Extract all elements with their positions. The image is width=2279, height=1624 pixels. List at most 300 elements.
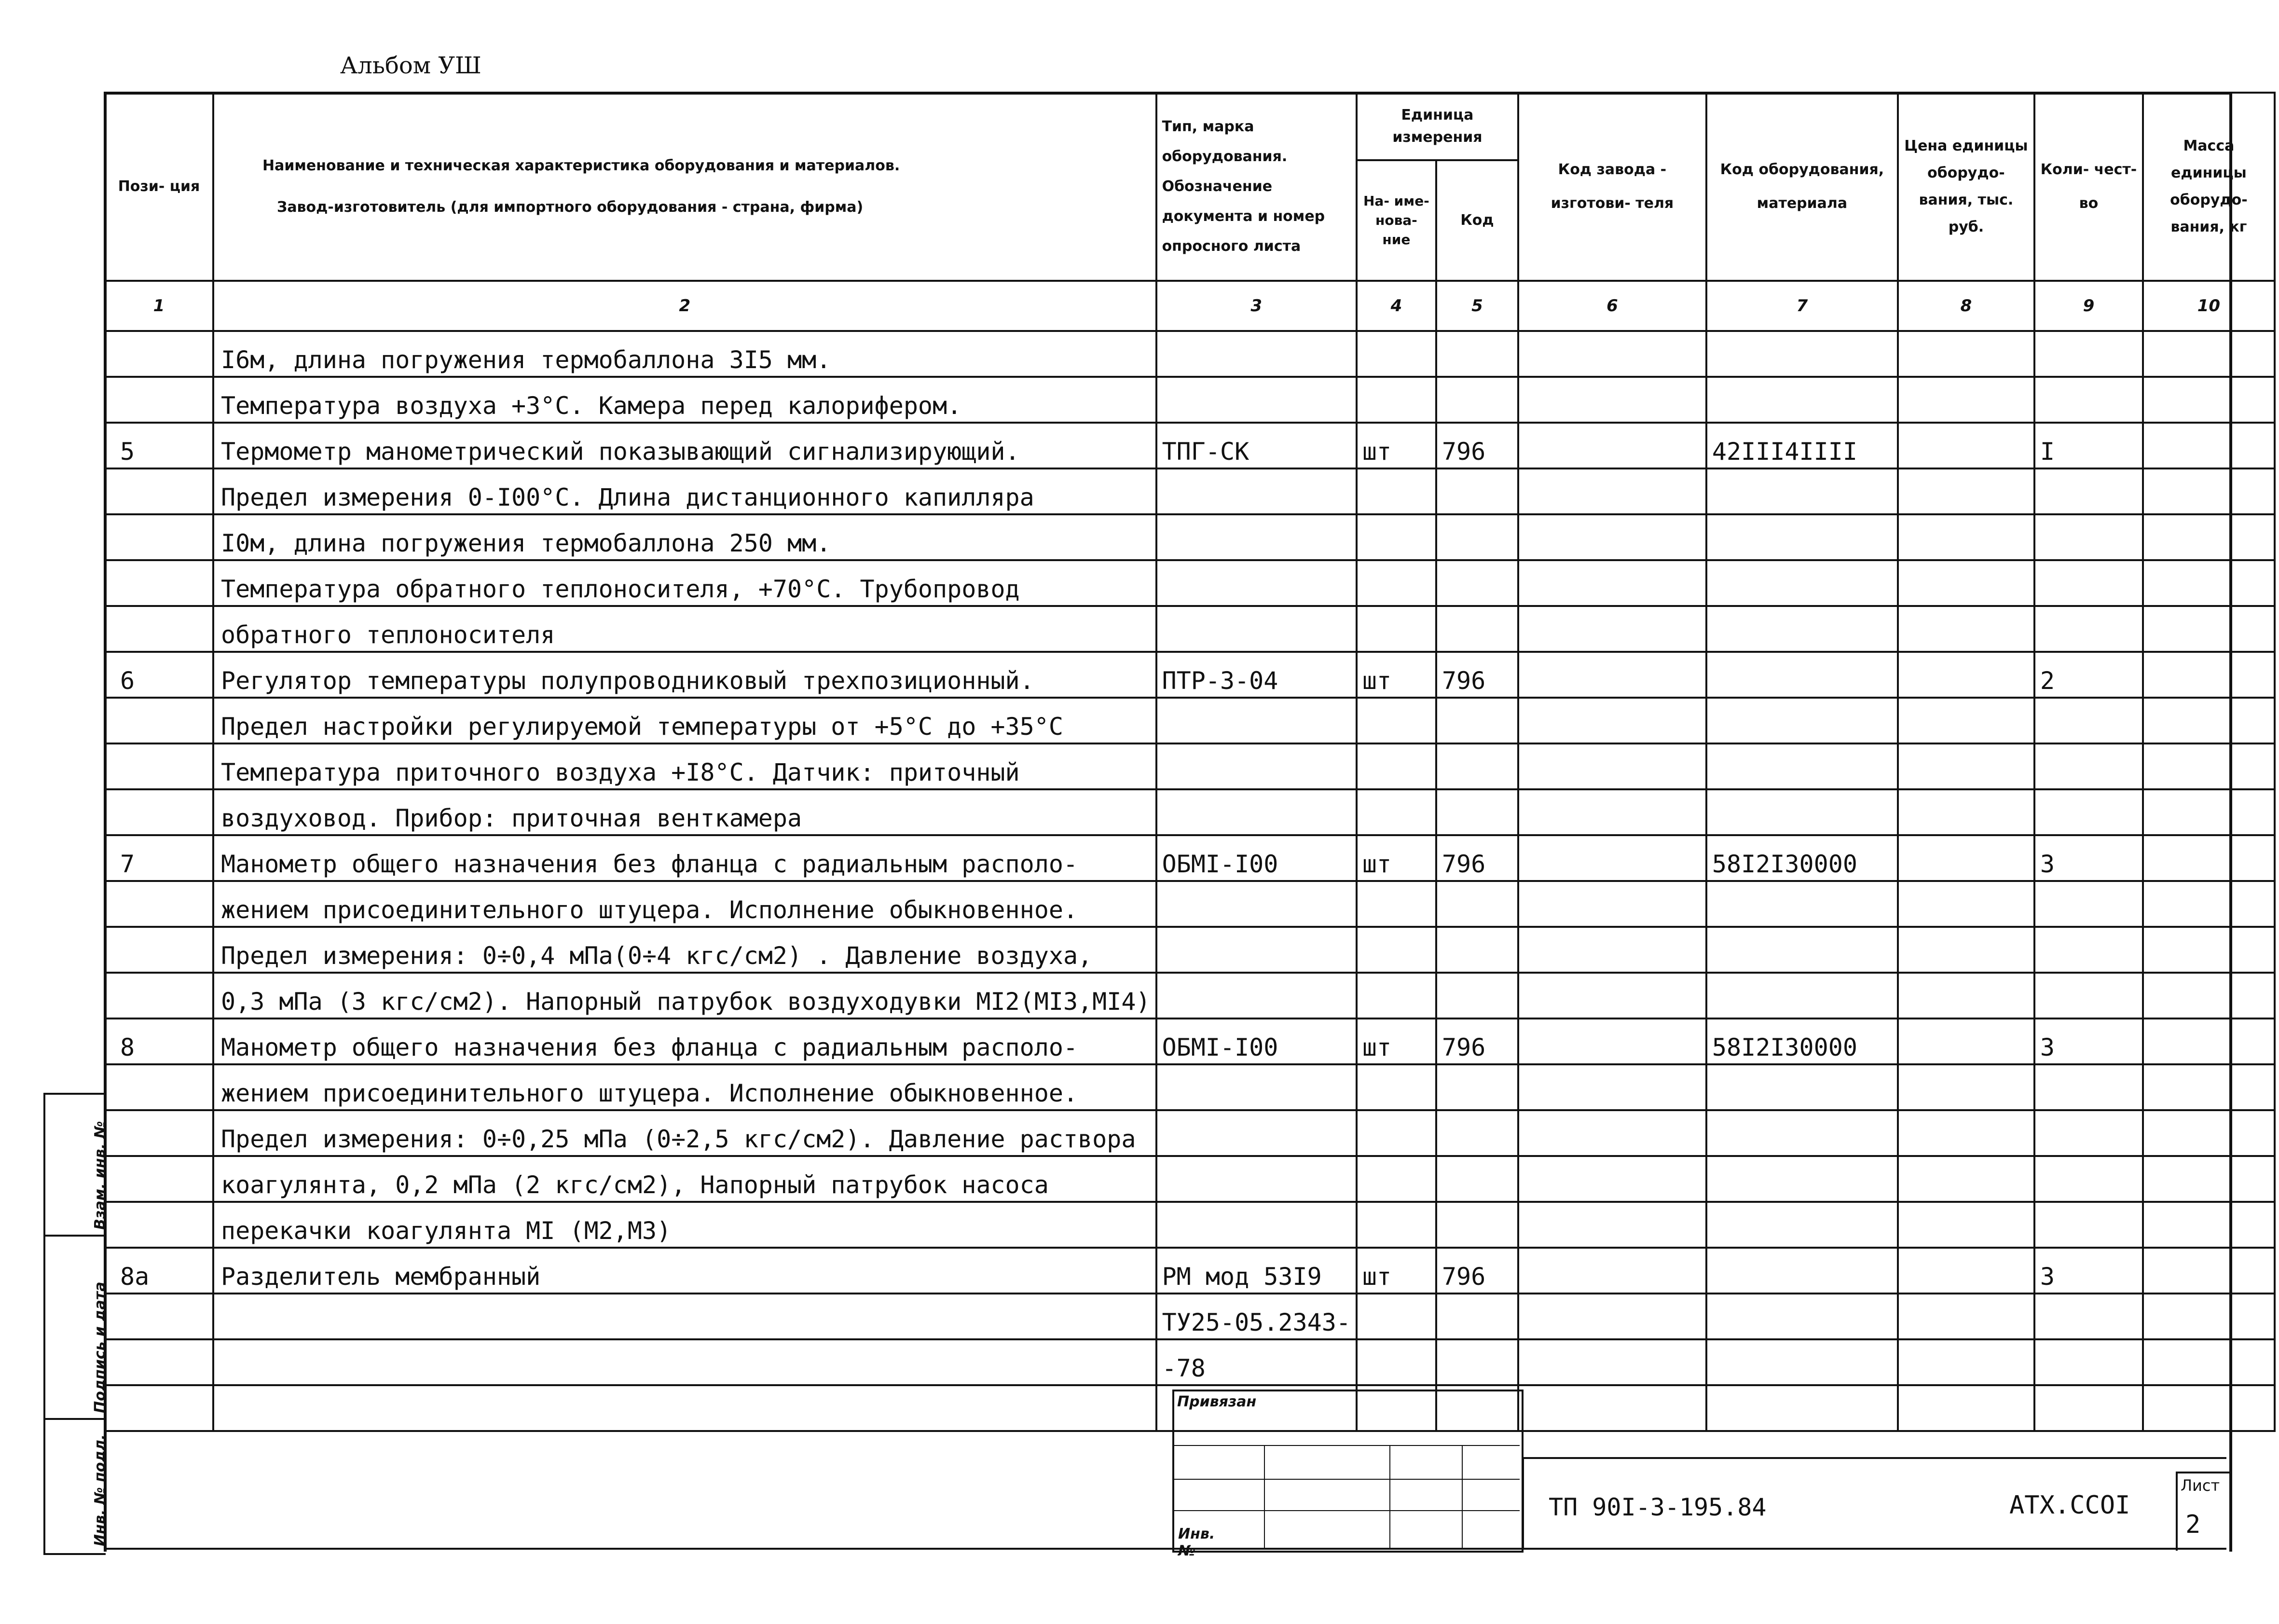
cell-unit: шт — [1357, 835, 1436, 881]
cell-qty — [2034, 1294, 2143, 1339]
cell-code — [1436, 881, 1518, 927]
cell-pos — [105, 560, 213, 606]
header-name — [213, 93, 1156, 281]
cell-type — [1156, 514, 1357, 560]
cell-equip — [1706, 606, 1898, 652]
cell-pos — [105, 514, 213, 560]
cell-equip — [1706, 1156, 1898, 1202]
cell-mass — [2143, 1248, 2275, 1294]
cell-unit — [1357, 927, 1436, 973]
cell-mass — [2143, 1064, 2275, 1110]
cell-price — [1898, 743, 2034, 789]
cell-desc: Манометр общего назначения без фланца с радиальным располо- — [213, 835, 1156, 881]
cell-mass — [2143, 1294, 2275, 1339]
cell-unit — [1357, 1202, 1436, 1248]
cell-qty — [2034, 973, 2143, 1018]
table-row — [105, 468, 2275, 514]
column-number: 8 — [1898, 281, 2034, 331]
cell-pos — [105, 1156, 213, 1202]
cell-desc — [213, 1339, 1156, 1385]
cell-factory — [1518, 1248, 1706, 1294]
cell-qty — [2034, 514, 2143, 560]
cell-mass — [2143, 973, 2275, 1018]
tb-line — [1172, 1479, 1520, 1480]
cell-mass — [2143, 698, 2275, 743]
table-row — [105, 743, 2275, 789]
cell-type — [1156, 789, 1357, 835]
header-unit: Единица измерения — [1357, 93, 1518, 160]
sheet-label: Лист — [2181, 1476, 2220, 1495]
column-number: 3 — [1156, 281, 1357, 331]
cell-qty — [2034, 1202, 2143, 1248]
title-line — [1522, 1457, 1524, 1549]
cell-desc: Предел измерения: 0÷0,4 мПа(0÷4 кгс/см2) . Давление воздуха, — [213, 927, 1156, 973]
cell-unit — [1357, 606, 1436, 652]
cell-type: ОБМI-I00 — [1156, 1018, 1357, 1064]
cell-pos — [105, 1110, 213, 1156]
tb-line — [1264, 1445, 1265, 1549]
cell-unit — [1357, 1294, 1436, 1339]
cell-equip — [1706, 560, 1898, 606]
cell-desc: Предел измерения: 0÷0,25 мПа (0÷2,5 кгс/см2). Давление раствора — [213, 1110, 1156, 1156]
cell-price — [1898, 835, 2034, 881]
cell-desc: Температура приточного воздуха +I8°С. Датчик: приточный — [213, 743, 1156, 789]
tb-line — [1389, 1445, 1390, 1549]
title-line — [1522, 1457, 2226, 1459]
cell-unit — [1357, 1064, 1436, 1110]
cell-desc: I0м, длина погружения термобаллона 250 мм. — [213, 514, 1156, 560]
cell-type — [1156, 1110, 1357, 1156]
cell-unit — [1357, 377, 1436, 423]
side-cell-replace — [45, 1095, 109, 1237]
cell-desc: Предел измерения 0-I00°С. Длина дистанционного капилляра — [213, 468, 1156, 514]
cell-unit — [1357, 1156, 1436, 1202]
cell-desc: перекачки коагулянта МI (М2,М3) — [213, 1202, 1156, 1248]
cell-unit: шт — [1357, 1248, 1436, 1294]
cell-equip: 58I2I30000 — [1706, 1018, 1898, 1064]
cell-mass — [2143, 560, 2275, 606]
cell-type: ТПГ-СК — [1156, 423, 1357, 468]
cell-type: ТУ25-05.2343- — [1156, 1294, 1357, 1339]
cell-mass — [2143, 835, 2275, 881]
cell-code — [1436, 1294, 1518, 1339]
side-cell-inv — [45, 1418, 109, 1551]
cell-desc: Регулятор температуры полупроводниковый трехпозиционный. — [213, 652, 1156, 698]
table-row — [105, 377, 2275, 423]
cell-mass — [2143, 1202, 2275, 1248]
cell-price — [1898, 652, 2034, 698]
cell-factory — [1518, 789, 1706, 835]
table-row — [105, 835, 2275, 881]
cell-desc — [213, 1294, 1156, 1339]
cell-pos — [105, 789, 213, 835]
cell-qty — [2034, 1110, 2143, 1156]
cell-type — [1156, 560, 1357, 606]
cell-unit — [1357, 1339, 1436, 1385]
column-number: 9 — [2034, 281, 2143, 331]
header-factory-code: Код завода - изготови- теля — [1518, 93, 1706, 281]
cell-mass — [2143, 423, 2275, 468]
cell-qty — [2034, 927, 2143, 973]
cell-pos — [105, 881, 213, 927]
cell-desc: обратного теплоносителя — [213, 606, 1156, 652]
cell-mass — [2143, 652, 2275, 698]
cell-code — [1436, 331, 1518, 377]
cell-unit — [1357, 973, 1436, 1018]
cell-equip — [1706, 881, 1898, 927]
table-row — [105, 1248, 2275, 1294]
cell-type — [1156, 606, 1357, 652]
cell-type — [1156, 881, 1357, 927]
cell-desc: Температура обратного теплоносителя, +70°С. Трубопровод — [213, 560, 1156, 606]
cell-pos: 8а — [105, 1248, 213, 1294]
cell-desc: Термометр манометрический показывающий сигнализирующий. — [213, 423, 1156, 468]
header-type: Тип, марка оборудования. Обозначение документа и номер опросного листа — [1156, 93, 1357, 281]
cell-unit — [1357, 743, 1436, 789]
cell-pos — [105, 1339, 213, 1385]
cell-mass — [2143, 331, 2275, 377]
attached-label: Привязан — [1177, 1393, 1257, 1410]
header-unit-price: Цена единицы оборудо- вания, тыс. руб. — [1898, 93, 2034, 281]
cell-unit: шт — [1357, 1018, 1436, 1064]
header-unit-code: Код — [1436, 160, 1518, 281]
cell-mass — [2143, 881, 2275, 927]
cell-price — [1898, 1110, 2034, 1156]
cell-equip — [1706, 514, 1898, 560]
cell-price — [1898, 973, 2034, 1018]
cell-price — [1898, 881, 2034, 927]
cell-equip — [1706, 743, 1898, 789]
column-number: 1 — [105, 281, 213, 331]
cell-pos — [105, 1294, 213, 1339]
cell-price — [1898, 606, 2034, 652]
side-cell-sign — [45, 1235, 109, 1420]
album-label: Альбом УШ — [340, 52, 481, 79]
sheet-number: 2 — [2185, 1510, 2201, 1539]
header-name-line1: Наименование и техническая характеристика оборудования и материалов. — [262, 157, 900, 174]
table-row — [105, 514, 2275, 560]
table-row — [105, 423, 2275, 468]
cell-qty — [2034, 468, 2143, 514]
table-row — [105, 1110, 2275, 1156]
attached-box — [1172, 1390, 1524, 1553]
cell-factory — [1518, 881, 1706, 927]
column-number: 6 — [1518, 281, 1706, 331]
cell-unit — [1357, 698, 1436, 743]
side-stamp — [43, 1093, 109, 1555]
cell-type — [1156, 743, 1357, 789]
cell-code — [1436, 468, 1518, 514]
cell-qty: 3 — [2034, 1018, 2143, 1064]
cell-factory — [1518, 743, 1706, 789]
table-row — [105, 1202, 2275, 1248]
cell-code: 796 — [1436, 1018, 1518, 1064]
bottom-line — [104, 1548, 2226, 1550]
column-number: 10 — [2143, 281, 2275, 331]
cell-desc: Температура воздуха +3°С. Камера перед калорифером. — [213, 377, 1156, 423]
cell-empty — [213, 1385, 1156, 1431]
cell-pos — [105, 743, 213, 789]
cell-unit — [1357, 1110, 1436, 1156]
cell-code — [1436, 606, 1518, 652]
cell-qty — [2034, 1156, 2143, 1202]
cell-unit — [1357, 560, 1436, 606]
cell-pos — [105, 377, 213, 423]
cell-pos — [105, 1064, 213, 1110]
cell-price — [1898, 377, 2034, 423]
cell-mass — [2143, 789, 2275, 835]
table-row — [105, 1339, 2275, 1385]
table-row — [105, 652, 2275, 698]
cell-equip — [1706, 1064, 1898, 1110]
cell-desc: 0,3 мПа (3 кгс/см2). Напорный патрубок воздуходувки МI2(МI3,МI4) — [213, 973, 1156, 1018]
cell-mass — [2143, 1018, 2275, 1064]
cell-desc: воздуховод. Прибор: приточная венткамера — [213, 789, 1156, 835]
header-quantity: Коли- чест- во — [2034, 93, 2143, 281]
cell-unit — [1357, 468, 1436, 514]
side-inv-orig: Инв. № подл. — [92, 1434, 109, 1546]
document-number: ТП 90I-3-195.84 — [1549, 1493, 1767, 1521]
cell-type — [1156, 698, 1357, 743]
cell-desc: жением присоединительного штуцера. Исполнение обыкновенное. — [213, 1064, 1156, 1110]
cell-unit — [1357, 331, 1436, 377]
table-row — [105, 1156, 2275, 1202]
cell-mass — [2143, 377, 2275, 423]
cell-mass — [2143, 606, 2275, 652]
column-number: 7 — [1706, 281, 1898, 331]
cell-code: 796 — [1436, 835, 1518, 881]
cell-code — [1436, 560, 1518, 606]
cell-mass — [2143, 743, 2275, 789]
cell-factory — [1518, 560, 1706, 606]
cell-pos — [105, 606, 213, 652]
cell-type — [1156, 973, 1357, 1018]
cell-type: ПТР-3-04 — [1156, 652, 1357, 698]
cell-equip — [1706, 468, 1898, 514]
cell-pos: 5 — [105, 423, 213, 468]
cell-equip — [1706, 973, 1898, 1018]
cell-price — [1898, 789, 2034, 835]
header-equipment-code: Код оборудования, материала — [1706, 93, 1898, 281]
table-row — [105, 881, 2275, 927]
cell-factory — [1518, 514, 1706, 560]
cell-factory — [1518, 1110, 1706, 1156]
cell-factory — [1518, 835, 1706, 881]
cell-code — [1436, 377, 1518, 423]
cell-code — [1436, 1064, 1518, 1110]
cell-qty — [2034, 789, 2143, 835]
cell-type — [1156, 377, 1357, 423]
cell-desc: Манометр общего назначения без фланца с радиальным располо- — [213, 1018, 1156, 1064]
cell-type — [1156, 468, 1357, 514]
cell-price — [1898, 927, 2034, 973]
table-row — [105, 331, 2275, 377]
tb-line — [1172, 1445, 1520, 1446]
table-row — [105, 698, 2275, 743]
cell-factory — [1518, 1064, 1706, 1110]
cell-pos — [105, 331, 213, 377]
cell-code — [1436, 514, 1518, 560]
cell-factory — [1518, 927, 1706, 973]
cell-pos — [105, 468, 213, 514]
cell-qty: 3 — [2034, 1248, 2143, 1294]
cell-desc: коагулянта, 0,2 мПа (2 кгс/см2), Напорный патрубок насоса — [213, 1156, 1156, 1202]
cell-code — [1436, 1339, 1518, 1385]
table-row — [105, 789, 2275, 835]
cell-price — [1898, 1064, 2034, 1110]
cell-factory — [1518, 331, 1706, 377]
cell-mass — [2143, 1110, 2275, 1156]
cell-code: 796 — [1436, 1248, 1518, 1294]
cell-factory — [1518, 973, 1706, 1018]
table-body — [105, 331, 2275, 1431]
cell-price — [1898, 560, 2034, 606]
cell-qty — [2034, 698, 2143, 743]
cell-price — [1898, 698, 2034, 743]
cell-pos: 7 — [105, 835, 213, 881]
cell-type: ОБМI-I00 — [1156, 835, 1357, 881]
tb-line — [1172, 1510, 1520, 1511]
cell-pos — [105, 1202, 213, 1248]
cell-factory — [1518, 652, 1706, 698]
document-code: АТХ.ССОI — [2009, 1491, 2130, 1520]
cell-qty — [2034, 377, 2143, 423]
column-number: 4 — [1357, 281, 1436, 331]
column-number: 5 — [1436, 281, 1518, 331]
cell-equip: 58I2I30000 — [1706, 835, 1898, 881]
cell-price — [1898, 1156, 2034, 1202]
cell-equip — [1706, 331, 1898, 377]
table-header — [105, 93, 2275, 331]
cell-qty — [2034, 1064, 2143, 1110]
cell-type — [1156, 927, 1357, 973]
cell-equip: 42III4IIII — [1706, 423, 1898, 468]
cell-desc: Предел настройки регулируемой температуры от +5°С до +35°С — [213, 698, 1156, 743]
cell-mass — [2143, 1156, 2275, 1202]
column-number: 2 — [213, 281, 1156, 331]
cell-unit: шт — [1357, 652, 1436, 698]
cell-factory — [1518, 1339, 1706, 1385]
cell-factory — [1518, 1202, 1706, 1248]
table-row — [105, 560, 2275, 606]
cell-empty — [2143, 1385, 2275, 1431]
cell-empty — [1898, 1385, 2034, 1431]
cell-code: 796 — [1436, 652, 1518, 698]
table-row — [105, 1064, 2275, 1110]
cell-desc: жением присоединительного штуцера. Исполнение обыкновенное. — [213, 881, 1156, 927]
cell-code — [1436, 789, 1518, 835]
cell-equip — [1706, 377, 1898, 423]
cell-factory — [1518, 1018, 1706, 1064]
table-row — [105, 606, 2275, 652]
cell-factory — [1518, 606, 1706, 652]
cell-mass — [2143, 514, 2275, 560]
cell-type — [1156, 331, 1357, 377]
cell-qty — [2034, 1339, 2143, 1385]
cell-qty — [2034, 331, 2143, 377]
cell-type: РМ мод 53I9 — [1156, 1248, 1357, 1294]
cell-pos — [105, 927, 213, 973]
cell-qty: 2 — [2034, 652, 2143, 698]
cell-pos: 8 — [105, 1018, 213, 1064]
cell-empty — [2034, 1385, 2143, 1431]
cell-desc: Разделитель мембранный — [213, 1248, 1156, 1294]
table-row — [105, 973, 2275, 1018]
cell-equip — [1706, 927, 1898, 973]
cell-equip — [1706, 1202, 1898, 1248]
cell-equip — [1706, 698, 1898, 743]
cell-qty: 3 — [2034, 835, 2143, 881]
specification-table — [104, 92, 2276, 1432]
cell-factory — [1518, 698, 1706, 743]
cell-type — [1156, 1156, 1357, 1202]
cell-code — [1436, 1156, 1518, 1202]
cell-pos — [105, 973, 213, 1018]
cell-mass — [2143, 1339, 2275, 1385]
cell-qty — [2034, 606, 2143, 652]
cell-unit — [1357, 514, 1436, 560]
cell-factory — [1518, 1156, 1706, 1202]
cell-price — [1898, 423, 2034, 468]
cell-qty — [2034, 743, 2143, 789]
cell-factory — [1518, 1294, 1706, 1339]
inv-label: Инв. № — [1178, 1526, 1215, 1559]
cell-price — [1898, 1339, 2034, 1385]
side-sign-date: Подпись и дата — [92, 1281, 109, 1413]
cell-qty — [2034, 560, 2143, 606]
cell-code — [1436, 743, 1518, 789]
cell-desc: I6м, длина погружения термобаллона 3I5 мм. — [213, 331, 1156, 377]
cell-code — [1436, 1110, 1518, 1156]
cell-price — [1898, 1294, 2034, 1339]
cell-factory — [1518, 377, 1706, 423]
cell-code — [1436, 1202, 1518, 1248]
cell-code: 796 — [1436, 423, 1518, 468]
cell-equip — [1706, 1339, 1898, 1385]
header-unit-mass: Масса единицы оборудо- вания, кг — [2143, 93, 2275, 281]
cell-price — [1898, 331, 2034, 377]
tb-line — [1462, 1445, 1463, 1549]
cell-qty — [2034, 881, 2143, 927]
cell-equip — [1706, 789, 1898, 835]
cell-type — [1156, 1202, 1357, 1248]
cell-factory — [1518, 423, 1706, 468]
cell-type — [1156, 1064, 1357, 1110]
table-row — [105, 1018, 2275, 1064]
table-row — [105, 927, 2275, 973]
cell-equip — [1706, 1294, 1898, 1339]
cell-code — [1436, 973, 1518, 1018]
cell-equip — [1706, 1110, 1898, 1156]
cell-price — [1898, 1018, 2034, 1064]
cell-price — [1898, 1248, 2034, 1294]
cell-price — [1898, 468, 2034, 514]
column-number-row — [105, 281, 2275, 331]
header-name-line2: Завод-изготовитель (для импортного оборудования - страна, фирма) — [277, 199, 864, 216]
header-unit-name: На- име- нова- ние — [1357, 160, 1436, 281]
cell-pos — [105, 698, 213, 743]
cell-empty — [1706, 1385, 1898, 1431]
cell-unit — [1357, 789, 1436, 835]
side-replace-inv: Взам. инв. № — [92, 1121, 109, 1230]
cell-pos: 6 — [105, 652, 213, 698]
cell-equip — [1706, 1248, 1898, 1294]
cell-empty — [1518, 1385, 1706, 1431]
cell-empty — [105, 1385, 213, 1431]
cell-qty: I — [2034, 423, 2143, 468]
header-position: Пози- ция — [105, 93, 213, 281]
cell-code — [1436, 698, 1518, 743]
